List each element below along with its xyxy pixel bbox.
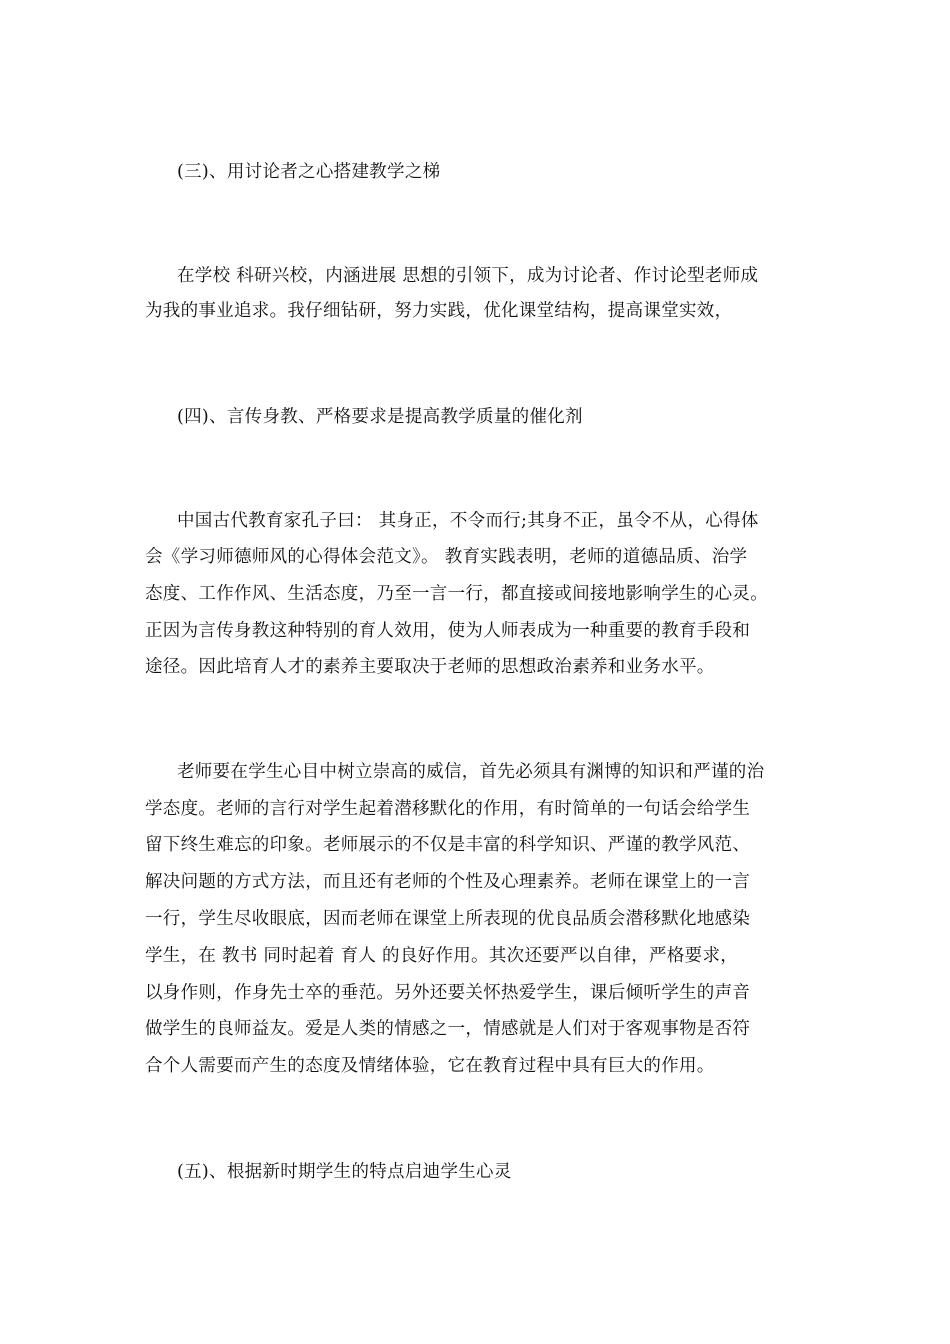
- paragraph-3-line-1: 老师要在学生心目中树立崇高的威信，首先必须具有渊博的知识和严谨的治: [177, 762, 765, 782]
- paragraph-3-line-8: 做学生的良师益友。爱是人类的情感之一，情感就是人们对于客观事物是否符: [145, 1019, 751, 1039]
- paragraph-2-line-2: 会《学习师德师风的心得体会范文》。 教育实践表明，老师的道德品质、治学: [145, 547, 748, 567]
- paragraph-2-line-5: 途径。因此培育人才的素养主要取决于老师的思想政治素养和业务水平。: [145, 657, 715, 677]
- paragraph-3-line-2: 学态度。老师的言行对学生起着潜移默化的作用，有时简单的一句话会给学生: [145, 799, 751, 819]
- section-heading-5: (五)、根据新时期学生的特点启迪学生心灵: [177, 1162, 512, 1182]
- paragraph-3-line-9: 合个人需要而产生的态度及情绪体验，它在教育过程中具有巨大的作用。: [145, 1056, 715, 1076]
- paragraph-3-line-5: 一行，学生尽收眼底，因而老师在课堂上所表现的优良品质会潜移默化地感染: [145, 909, 751, 929]
- paragraph-3-line-3: 留下终生难忘的印象。老师展示的不仅是丰富的科学知识、严谨的教学风范、: [145, 835, 751, 855]
- paragraph-2-line-3: 态度、工作作风、生活态度，乃至一言一行，都直接或间接地影响学生的心灵。: [145, 584, 768, 604]
- paragraph-3-line-4: 解决问题的方式方法，而且还有老师的个性及心理素养。老师在课堂上的一言: [145, 872, 751, 892]
- paragraph-1-line-2: 为我的事业追求。我仔细钻研，努力实践，优化课堂结构，提高课堂实效，: [145, 301, 733, 321]
- paragraph-3-line-6: 学生，在 教书 同时起着 育人 的良好作用。其次还要严以自律，严格要求，: [145, 946, 739, 966]
- paragraph-1-line-1: 在学校 科研兴校，内涵进展 思想的引领下，成为讨论者、作讨论型老师成: [177, 266, 759, 286]
- paragraph-2-line-4: 正因为言传身教这种特别的育人效用，使为人师表成为一种重要的教育手段和: [145, 621, 751, 641]
- section-heading-4: (四)、言传身教、严格要求是提高教学质量的催化剂: [177, 407, 583, 427]
- paragraph-2-line-1: 中国古代教育家孔子曰： 其身正，不令而行;其身不正，虽令不从，心得体: [177, 511, 759, 531]
- paragraph-3-line-7: 以身作则，作身先士卒的垂范。另外还要关怀热爱学生，课后倾听学生的声音: [145, 983, 751, 1003]
- section-heading-3: (三)、用讨论者之心搭建教学之梯: [177, 162, 441, 182]
